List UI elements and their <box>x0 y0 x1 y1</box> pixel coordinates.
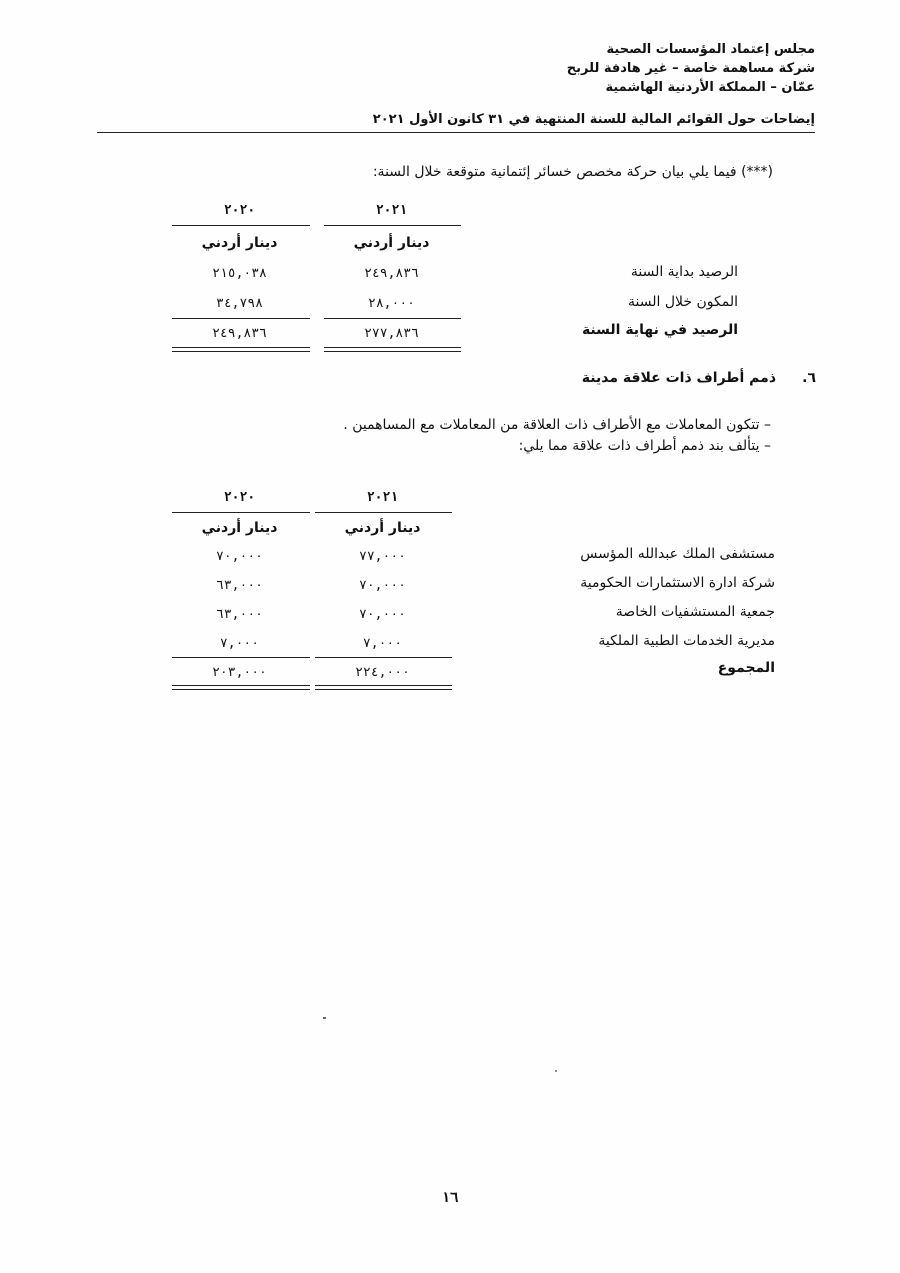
provision-year-2020: ٢٠٢٠ <box>223 203 256 218</box>
related-row-value-2021: ٧٠,٠٠٠ <box>359 578 406 593</box>
provision-subtotal-rule-2020 <box>172 318 310 319</box>
provision-row-value-2020: ٣٤,٧٩٨ <box>216 296 263 311</box>
provision-row-label: المكون خلال السنة <box>628 294 738 310</box>
related-row-value-2021: ٧,٠٠٠ <box>362 636 403 651</box>
provision-currency-2020: دينار أردني <box>201 235 278 251</box>
related-row-value-2021: ٧٠,٠٠٠ <box>359 607 406 622</box>
provision-total-double-rule-2020 <box>172 347 310 352</box>
related-currency-2020: دينار أردني <box>201 520 278 536</box>
org-name: مجلس إعتماد المؤسسات الصحية <box>606 42 815 57</box>
related-total-double-rule-2021 <box>315 685 452 690</box>
related-year-2021: ٢٠٢١ <box>366 490 399 505</box>
provision-row-label: الرصيد بداية السنة <box>630 264 738 280</box>
related-row-label: جمعية المستشفيات الخاصة <box>615 604 775 620</box>
provision-row-value-2021: ٢٤٩,٨٣٦ <box>364 266 419 281</box>
related-year-rule-2021 <box>315 512 452 513</box>
provision-year-rule-2020 <box>172 225 310 226</box>
scan-speck <box>323 1017 326 1019</box>
related-year-rule-2020 <box>172 512 310 513</box>
related-row-value-2020: ٦٣,٠٠٠ <box>216 607 263 622</box>
section-title: ذمم أطراف ذات علاقة مدينة <box>581 370 776 386</box>
related-row-label: شركة ادارة الاستثمارات الحكومية <box>580 575 775 591</box>
section-bullet: – يتألف بند ذمم أطراف ذات علاقة مما يلي: <box>518 438 771 454</box>
provision-currency-2021: دينار أردني <box>353 235 430 251</box>
provision-intro: (***) فيما يلي بيان حركة مخصص خسائر إئتمانية متوقعة خلال السنة: <box>372 164 773 180</box>
provision-total-label: الرصيد في نهاية السنة <box>581 322 738 338</box>
provision-year-rule-2021 <box>324 225 461 226</box>
related-row-value-2020: ٧٠,٠٠٠ <box>216 549 263 564</box>
related-year-2020: ٢٠٢٠ <box>223 490 256 505</box>
related-subtotal-rule-2021 <box>315 657 452 658</box>
related-subtotal-rule-2020 <box>172 657 310 658</box>
provision-subtotal-rule-2021 <box>324 318 461 319</box>
page-number: ١٦ <box>441 1190 459 1206</box>
provision-total-double-rule-2021 <box>324 347 461 352</box>
company-type: شركة مساهمة خاصة – غير هادفة للربح <box>566 61 815 76</box>
provision-row-value-2020: ٢١٥,٠٣٨ <box>212 266 267 281</box>
section-number: ٦. <box>802 370 816 386</box>
provision-total-2021: ٢٧٧,٨٣٦ <box>364 326 419 341</box>
company-location: عمّان – المملكة الأردنية الهاشمية <box>605 80 815 95</box>
related-row-value-2021: ٧٧,٠٠٠ <box>359 549 406 564</box>
related-total-label: المجموع <box>717 660 775 676</box>
section-bullet: – تتكون المعاملات مع الأطراف ذات العلاقة من المعاملات مع المساهمين . <box>343 417 771 433</box>
related-row-label: مستشفى الملك عبدالله المؤسس <box>580 546 775 562</box>
header-divider <box>97 132 815 133</box>
related-currency-2021: دينار أردني <box>344 520 421 536</box>
provision-total-2020: ٢٤٩,٨٣٦ <box>212 326 267 341</box>
provision-year-2021: ٢٠٢١ <box>375 203 408 218</box>
related-total-2021: ٢٢٤,٠٠٠ <box>355 665 410 680</box>
related-row-label: مديرية الخدمات الطبية الملكية <box>598 633 775 649</box>
related-total-double-rule-2020 <box>172 685 310 690</box>
related-row-value-2020: ٦٣,٠٠٠ <box>216 578 263 593</box>
scan-speck <box>555 1070 557 1072</box>
page-title: إيضاحات حول القوائم المالية للسنة المنتهية في ٣١ كانون الأول ٢٠٢١ <box>372 112 815 127</box>
related-row-value-2020: ٧,٠٠٠ <box>219 636 260 651</box>
related-total-2020: ٢٠٣,٠٠٠ <box>212 665 267 680</box>
provision-row-value-2021: ٢٨,٠٠٠ <box>368 296 415 311</box>
